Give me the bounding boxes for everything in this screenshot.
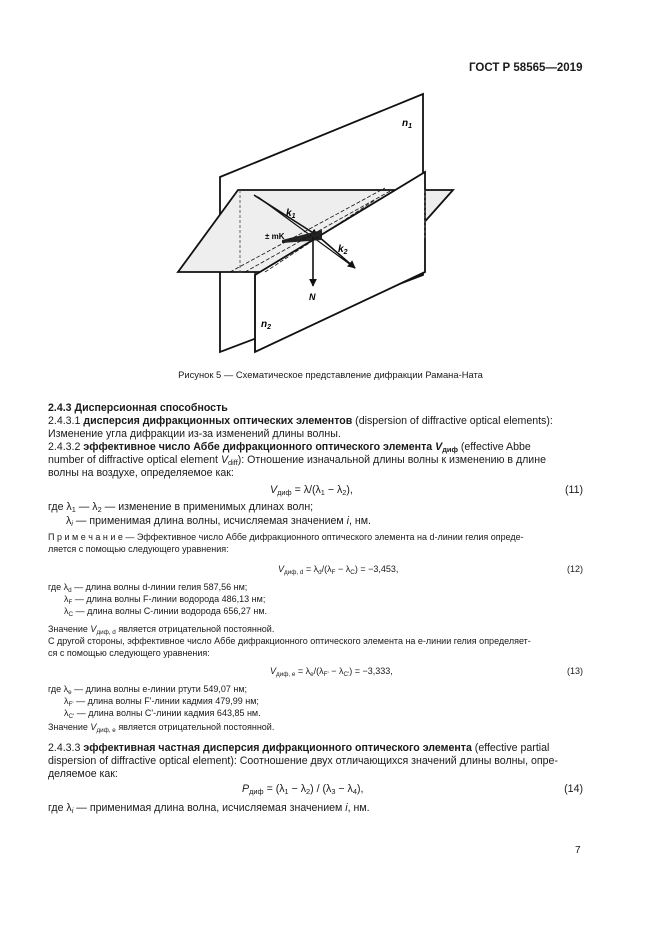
section-2-4-3-2-line3: волны на воздухе, определяемое как: xyxy=(48,467,234,479)
figure-raman-nath-diagram xyxy=(170,90,470,365)
section-2-4-3-3-line2: dispersion of diffractive optical element): Соотношение двух отличающихся значений длины волны, опре- xyxy=(48,755,558,767)
section-2-4-3-heading: 2.4.3 Дисперсионная способность xyxy=(48,402,228,414)
svg-text:n1: $n_1$ xyxy=(402,118,413,130)
equation-11: $V_{диф} = \lambda/(\lambda_1 - \lambda_2)$, xyxy=(270,484,353,497)
where-13-line3: $\lambda_{C'}$ — длина волны C'-линии кадмия 643,85 нм. xyxy=(64,708,261,720)
equation-14: $P_{диф} = (\lambda_1 - \lambda_2) / (\lambda_3 - \lambda_4)$, xyxy=(242,783,364,796)
document-code: ГОСТ Р 58565—2019 xyxy=(469,62,583,74)
equation-13: $V_{диф, e} = \lambda_e/(\lambda_{F'} - \lambda_{C'}) = -3,333$, xyxy=(270,666,393,678)
svg-text:± mK: ± mK xyxy=(265,232,285,241)
other-side-line1: С другой стороны, эффективное число Аббе дифракционного оптического элемента на e-линии гелия определяет- xyxy=(48,636,531,646)
where-13-line1: где $\lambda_e$ — длина волны e-линии ртути 549,07 нм; xyxy=(48,684,248,696)
section-2-4-3-1-line1: 2.4.3.1 дисперсия дифракционных оптических элементов (dispersion of diffractive optical elements): xyxy=(48,415,553,427)
figure-caption: Рисунок 5 — Схематическое представление дифракции Рамана-Ната xyxy=(178,369,483,380)
svg-text:N: N xyxy=(309,292,316,302)
value-note-e: Значение $V_{диф, e}$ является отрицательной постоянной. xyxy=(48,722,275,734)
section-2-4-3-1-line2: Изменение угла дифракции из-за изменений длины волны. xyxy=(48,428,341,440)
diffraction-diagram-svg xyxy=(170,90,470,365)
equation-14-number: (14) xyxy=(564,783,583,795)
note-line1: П р и м е ч а н и е — Эффективное число Аббе дифракционного оптического элемента на d-линии гелия опреде- xyxy=(48,532,524,542)
where-12-line1: где $\lambda_d$ — длина волны d-линии гелия 587,56 нм; xyxy=(48,582,248,594)
equation-13-number: (13) xyxy=(566,666,583,676)
section-2-4-3-3-line1: 2.4.3.3 эффективная частная дисперсия дифракционного оптического элемента (effective partial xyxy=(48,742,550,754)
equation-11-number: (11) xyxy=(564,484,583,496)
page-number: 7 xyxy=(575,845,581,856)
where-12-line2: $\lambda_F$ — длина волны F-линии водорода 486,13 нм; xyxy=(64,594,266,606)
note-line2: ляется с помощью следующего уравнения: xyxy=(48,544,229,554)
section-2-4-3-3-line3: деляемое как: xyxy=(48,768,118,780)
where-14: где $\lambda_i$ — применимая длина волна, исчисляемая значением i, нм. xyxy=(48,802,370,815)
equation-12-number: (12) xyxy=(566,564,583,574)
svg-text:k2: $k_2$ xyxy=(338,244,348,256)
where-11-line1: где $\lambda_1$ — $\lambda_2$ — изменение в применимых длинах волн; xyxy=(48,501,314,514)
other-side-line2: ся с помощью следующего уравнения: xyxy=(48,648,210,658)
value-note-d: Значение $V_{диф, d}$ является отрицательной постоянной. xyxy=(48,624,275,636)
section-2-4-3-2-line1: 2.4.3.2 эффективное число Аббе дифракционного оптического элемента $V_{диф}$ (effective Abbe xyxy=(48,441,531,454)
where-13-line2: $\lambda_{F'}$ — длина волны F'-линии кадмия 479,99 нм; xyxy=(64,696,259,708)
svg-text:n2: $n_2$ xyxy=(261,319,272,331)
where-12-line3: $\lambda_C$ — длина волны C-линии водорода 656,27 нм. xyxy=(64,606,268,618)
equation-12: $V_{диф, d} = \lambda_d/(\lambda_F - \lambda_C) = -3,453$, xyxy=(278,564,399,576)
section-2-4-3-2-line2: number of diffractive optical element $V_{diff}$): Отношение изначальной длины волны к изменению в длине xyxy=(48,454,546,467)
svg-text:k1: $k_1$ xyxy=(286,208,296,220)
where-11-line2: $\lambda_i$ — применимая длина волны, исчисляемая значением i, нм. xyxy=(66,515,371,528)
